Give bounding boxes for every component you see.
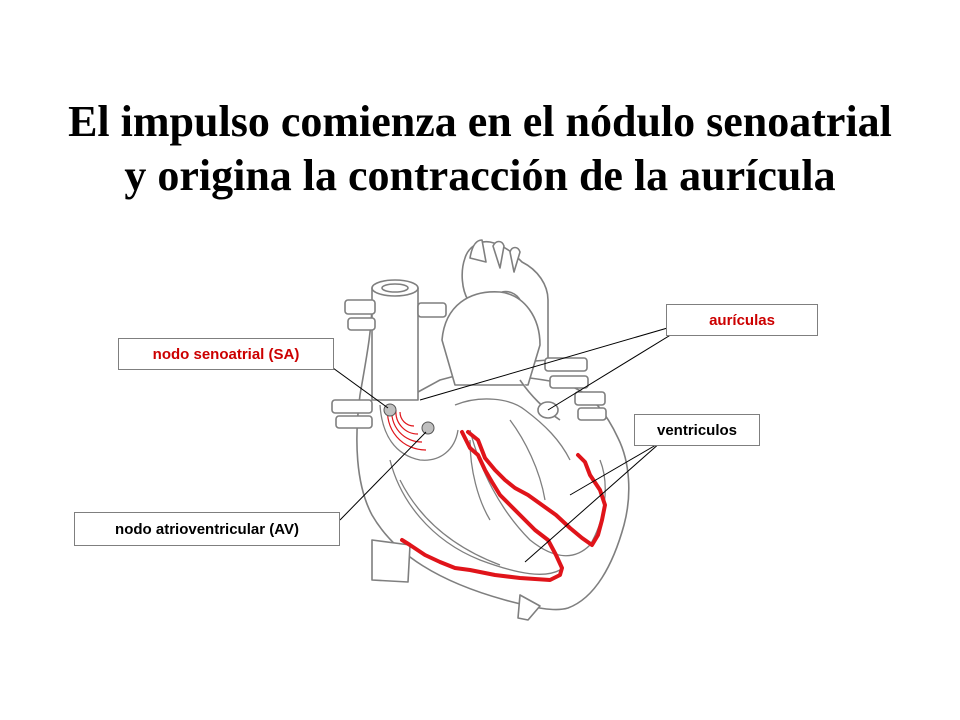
av-node-label-text: nodo atrioventricular (AV) [115,520,299,538]
ventricles-label-text: ventriculos [656,421,738,439]
av-node-label [74,512,340,546]
atria-label-text: aurículas [709,311,775,329]
ventricles-label [634,414,760,446]
sa-node-label-text: nodo senoatrial (SA) [152,345,300,363]
av-node-marker [422,422,434,434]
title-line-1: El impulso comienza en el nódulo senoatrial [68,97,892,146]
pulmonary-trunk [442,292,540,385]
title-line-2: y origina la contracción de la aurícula [124,151,836,200]
inferior-vena-cava [372,540,410,582]
atria-label [666,304,818,336]
superior-vena-cava [372,288,418,400]
sa-node-label [118,338,334,370]
